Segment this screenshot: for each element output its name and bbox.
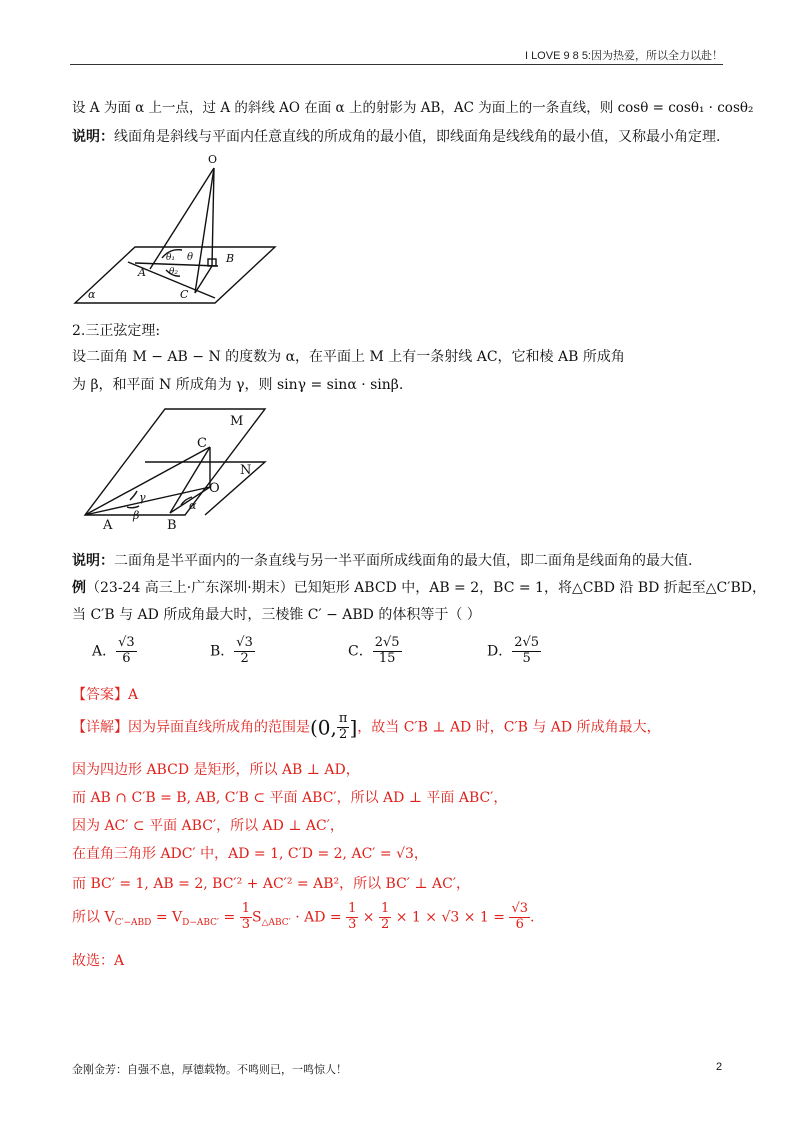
option-fraction: $\frac{2√5}{5}$ [514, 635, 540, 666]
example-line1 [72, 577, 766, 597]
option-fraction: $\frac{√3}{2}$ [236, 635, 253, 666]
label-gamma: γ [139, 491, 146, 504]
label-alpha: α [88, 288, 96, 301]
label-A: A [138, 266, 146, 279]
example-line2: 当 C′B 与 AD 所成角最大时，三棱锥 C′ − ABD 的体积等于（ ） [72, 607, 481, 623]
option-letter: D． [487, 643, 513, 660]
note-text: 线面角是斜线与平面内任意直线的所成角的最小值，即线面角是线线角的最小值，又称最小角定理. [114, 129, 721, 145]
label-beta: β [133, 509, 140, 522]
answer: 【答案】A [72, 687, 139, 703]
note2-text: 二面角是半平面内的一条直线与另一半平面所成线面角的最大值，即二面角是线面角的最大值. [114, 553, 693, 569]
header-divider [70, 64, 723, 65]
note2-label: 说明： [72, 553, 114, 569]
section-title: 2.三正弦定理: [72, 323, 161, 339]
note2 [72, 550, 692, 570]
option-letter: A． [92, 643, 117, 660]
figure-min-angle [70, 150, 290, 310]
option-letter: B． [210, 643, 235, 660]
label-N: N [240, 463, 252, 478]
section-line1: 设二面角 M − AB − N 的度数为 α，在平面上 M 上有一条射线 AC，它和棱 AB 所成角 [72, 349, 625, 365]
intro-line: 设 A 为面 α 上一点，过 A 的斜线 AO 在面 α 上的射影为 AB，AC 为面上的一条直线，则 cosθ = cosθ₁ · cosθ₂ [72, 100, 754, 116]
option-a[interactable] [92, 636, 137, 667]
option-b[interactable] [210, 636, 255, 667]
range-fraction: $\frac{\pi}{2}$ [338, 711, 348, 742]
example-label: 例 [72, 580, 86, 596]
note-label: 说明： [72, 129, 114, 145]
label-alpha: α [189, 499, 197, 512]
footer-motto: 金刚金芳：自强不息，厚德载物。不鸣则已，一鸣惊人！ [72, 1063, 347, 1076]
option-c[interactable] [348, 636, 402, 667]
detail-line1: 【详解】因为异面直线所成角的范围是(0, $\frac{\pi}{2}$ ]，故当 C′B ⊥ AD 时，C′B 与 AD 所成角最大， [72, 711, 661, 742]
label-A: A [103, 518, 113, 533]
page-number: 2 [716, 1061, 723, 1073]
detail-line5: 在直角三角形 ADC′ 中，AD = 1, C′D = 2, AC′ = √3， [72, 846, 428, 862]
detail-line7: 所以 $V_{C'-ABD} = V_{D-ABC'}$ = $\frac{1}{3}$ $S_{\triangle ABC'}$ · AD = $\frac{1}{3}$ × $\frac{1}{2}$ × 1 × √3 × 1 = $\frac{√3}{6}$ . [72, 901, 535, 932]
label-theta2: θ₂ [169, 267, 179, 277]
label-C: C [180, 288, 189, 301]
detail-label: 【详解】 [72, 719, 128, 736]
label-O: O [208, 153, 218, 166]
figure-three-sines [75, 405, 275, 535]
label-C: C [197, 436, 207, 451]
example-text1: （23-24 高三上·广东深圳·期末）已知矩形 ABCD 中，AB = 2，BC = 1，将△CBD 沿 BD 折起至△C′BD， [86, 580, 766, 596]
page-header: I LOVE 9 8 5:因为热爱，所以全力以赴！ [524, 50, 723, 62]
detail-line8: 故选：A [72, 953, 125, 969]
detail-line3: 而 AB ∩ C′B = B, AB, C′B ⊂ 平面 ABC′，所以 AD ⊥ 平面 ABC′， [72, 790, 508, 806]
option-fraction: $\frac{2√5}{15}$ [374, 635, 400, 666]
label-B: B [226, 252, 235, 265]
detail-line4: 因为 AC′ ⊂ 平面 ABC′，所以 AD ⊥ AC′， [72, 818, 344, 834]
detail-line2: 因为四边形 ABCD 是矩形，所以 AB ⊥ AD， [72, 762, 360, 778]
label-M: M [230, 414, 244, 429]
option-fraction: $\frac{√3}{6}$ [118, 635, 135, 666]
label-B: B [167, 518, 177, 533]
label-O: O [209, 481, 220, 496]
option-letter: C． [348, 643, 373, 660]
option-d[interactable] [487, 636, 541, 667]
label-theta1: θ₁ [166, 253, 176, 263]
section-line2: 为 β，和平面 N 所成角为 γ，则 sinγ = sinα · sinβ. [72, 377, 404, 393]
label-theta: θ [187, 252, 194, 263]
intro-note [72, 126, 720, 146]
detail-line6: 而 BC′ = 1, AB = 2, BC′² + AC′² = AB²，所以 BC′ ⊥ AC′， [72, 876, 471, 892]
